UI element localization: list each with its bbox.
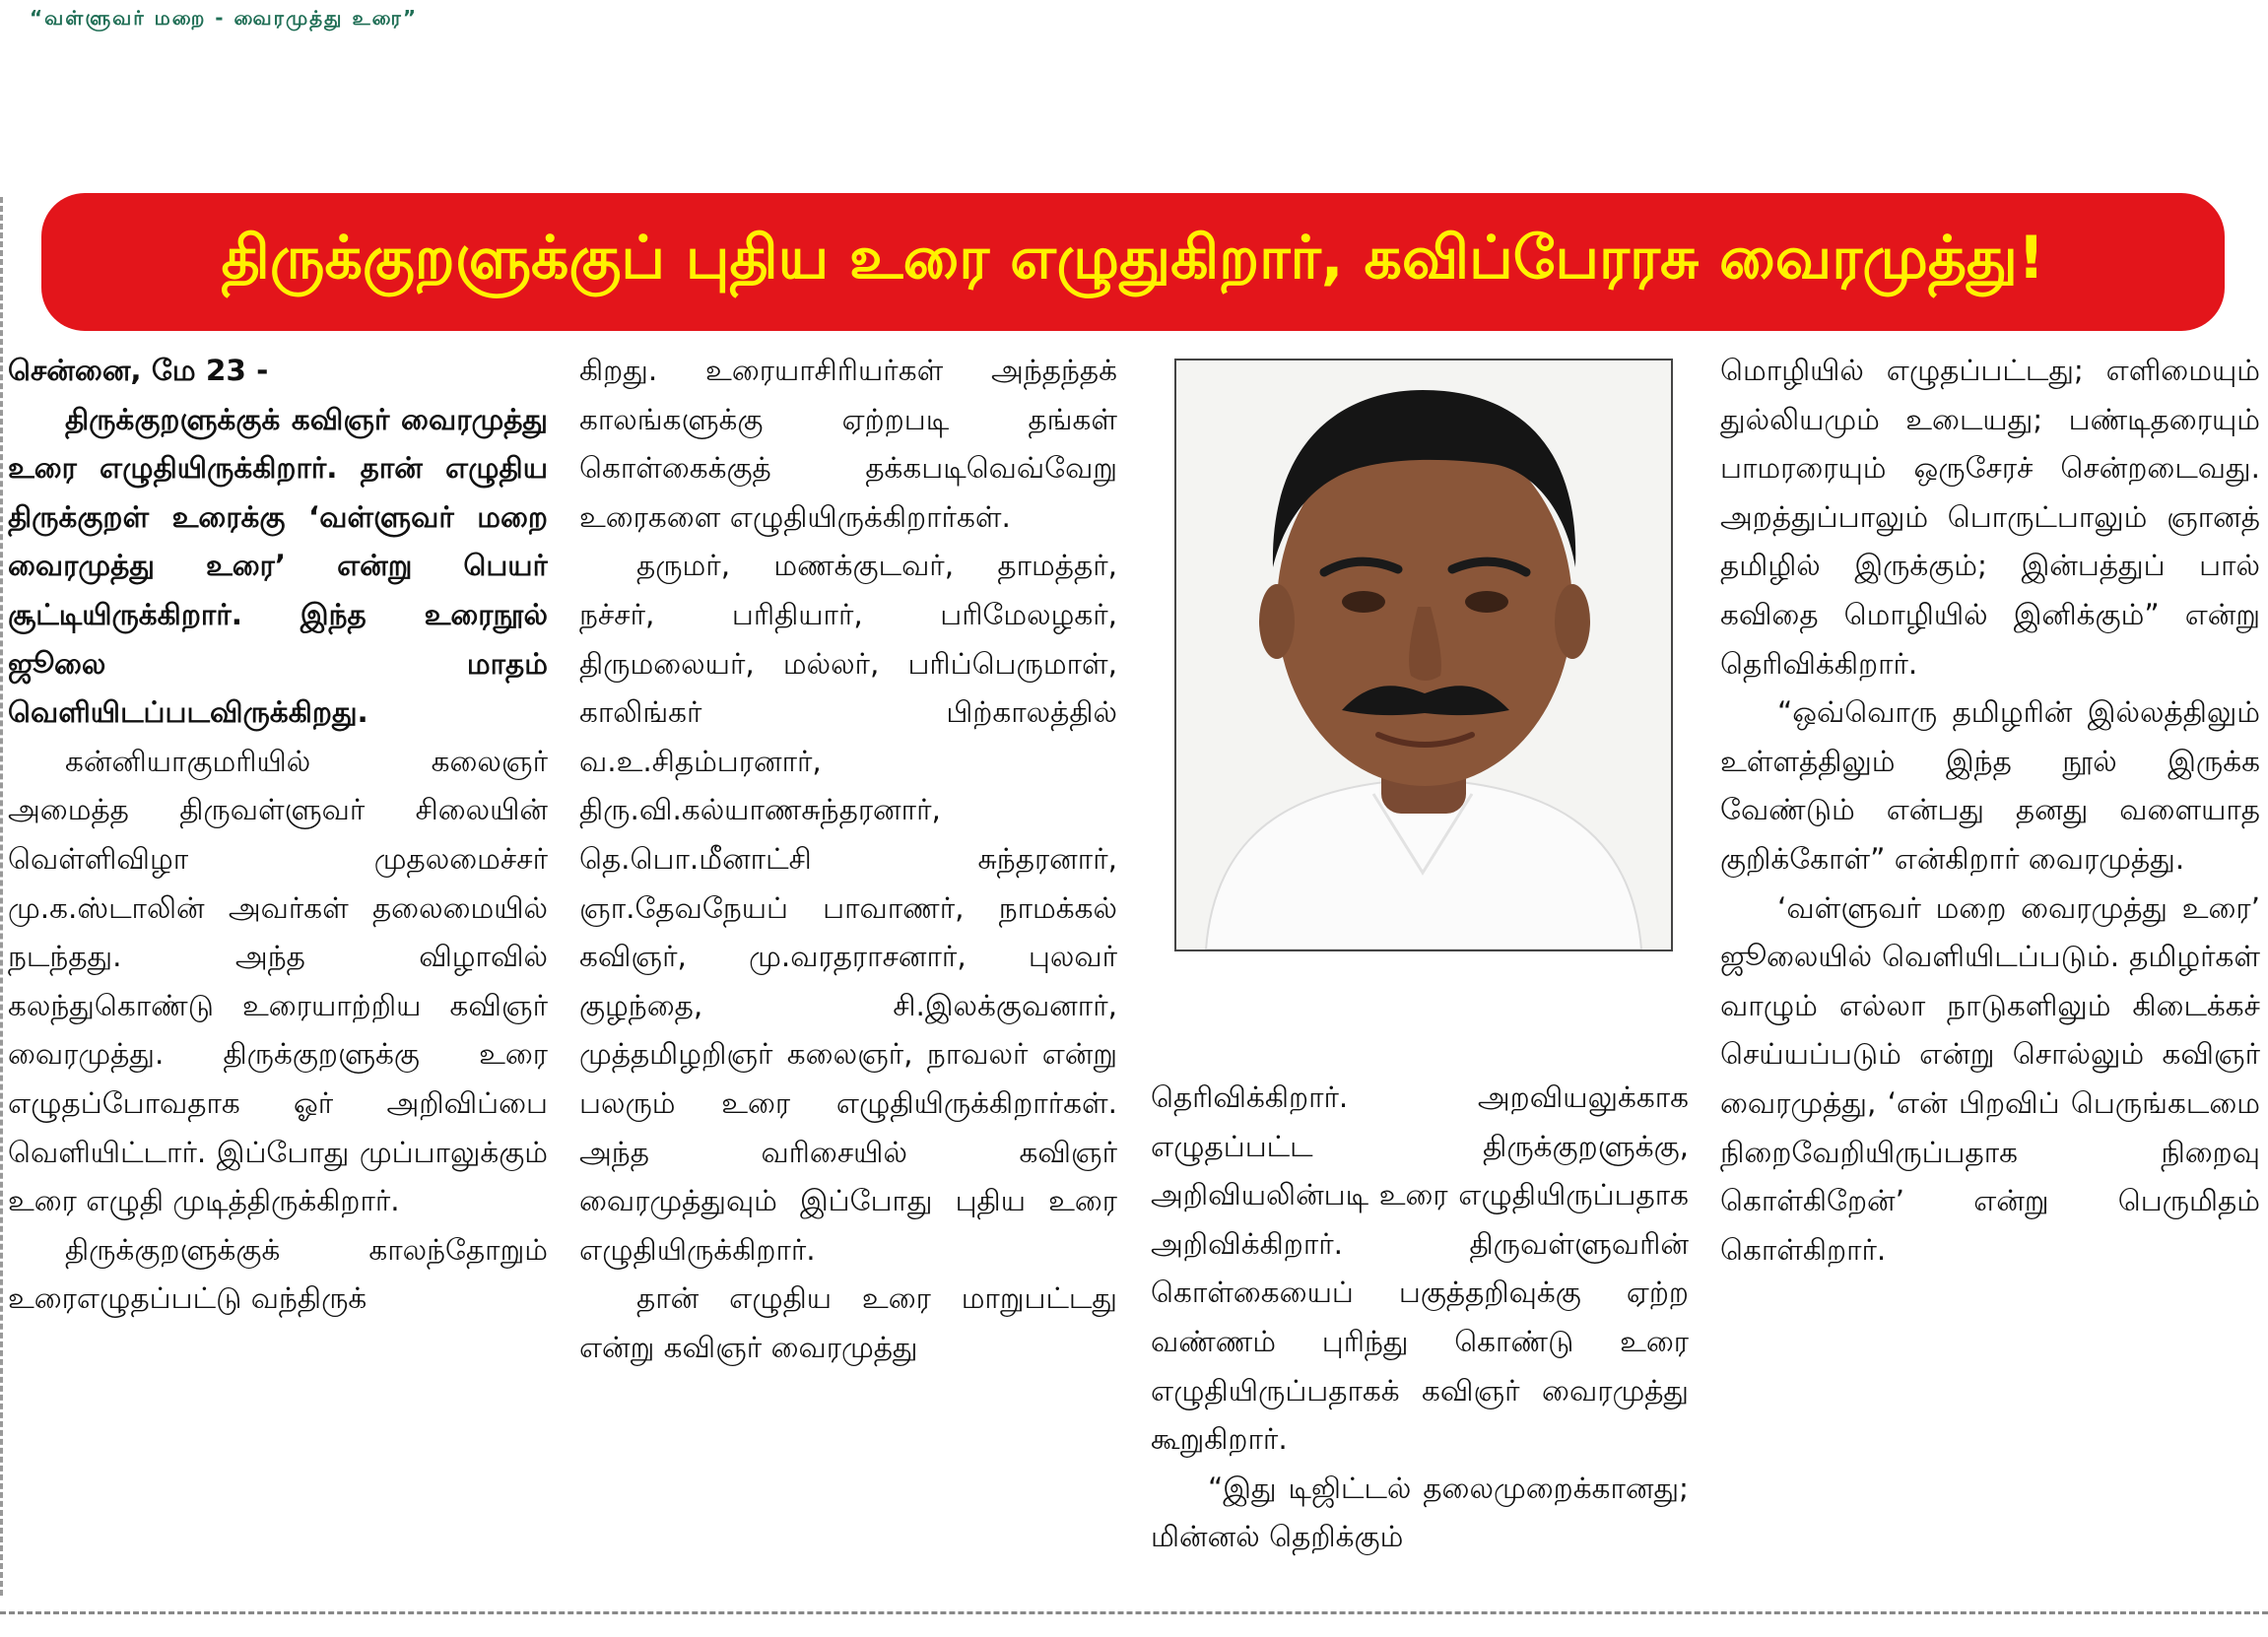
portrait-photo bbox=[1174, 359, 1673, 951]
paragraph-4-continued: தெரிவிக்கிறார். அறவியலுக்காக எழுதப்பட்ட திருக்குறளுக்கு, அறிவியலின்படி உரை எழுதியிருப்பதாக அறிவிக்கிறார். திருவள்ளுவரின் கொள்கையைப் பகுத்தறிவுக்கு ஏற்ற வண்ணம் புரிந்து கொண்டு உரை எழுதியிருப்பதாகக் கவிஞர் வைரமுத்து கூறுகிறார். bbox=[1151, 1080, 1689, 1457]
paragraph-6: “ஒவ்வொரு தமிழரின் இல்லத்திலும் உள்ளத்திலும் இந்த நூல் இருக்க வேண்டும் என்பது தனது வளையாத குறிக்கோள்” என்கிறார் வைரமுத்து. bbox=[1720, 695, 2260, 876]
paragraph-2-continued: கிறது. உரையாசிரியர்கள் அந்தந்தக் காலங்களுக்கு ஏற்றபடி தங்கள் கொள்கைக்குத் தக்கபடிவெவ்வேறு உரைகளை எழுதியிருக்கிறார்கள். bbox=[579, 354, 1117, 534]
paragraph-1: கன்னியாகுமரியில் கலைஞர் அமைத்த திருவள்ளுவர் சிலையின் வெள்ளிவிழா முதலமைச்சர் மு.க.ஸ்டாலின் அவர்கள் தலைமையில் நடந்தது. அந்த விழாவில் கலந்துகொண்டு உரையாற்றிய கவிஞர் வைரமுத்து. திருக்குறளுக்கு உரை எழுதப்போவதாக ஓர் அறிவிப்பை வெளியிட்டார். இப்போது முப்பாலுக்கும் உரை எழுதி முடித்திருக்கிறார். bbox=[8, 744, 548, 1218]
article-column-2 bbox=[579, 347, 1117, 1596]
article-column-1 bbox=[8, 347, 548, 1596]
paragraph-2-start: திருக்குறளுக்குக் காலந்தோறும் உரைஎழுதப்பட்டு வந்திருக் bbox=[8, 1232, 548, 1316]
bottom-separator bbox=[0, 1611, 2268, 1614]
subhead-text: திருக்குறளுக்குப் புதிய உரை எழுதுகிறார், கவிப்பேரரசு வைரமுத்து! bbox=[221, 224, 2045, 293]
article-column-4 bbox=[1720, 347, 2260, 1596]
lead-paragraph: திருக்குறளுக்குக் கவிஞர் வைரமுத்து உரை எழுதியிருக்கிறார். தான் எழுதிய திருக்குறள் உரைக்கு ‘வள்ளுவர் மறை வைரமுத்து உரை’ என்று பெயர் சூட்டியிருக்கிறார். இந்த உரைநூல் ஜூலை மாதம் வெளியிடப்படவிருக்கிறது. bbox=[8, 402, 548, 730]
article-column-3 bbox=[1151, 1074, 1689, 1596]
paragraph-4-start: தான் எழுதிய உரை மாறுபட்டது என்று கவிஞர் வைரமுத்து bbox=[579, 1281, 1117, 1364]
headline: “வள்ளுவர் மறை - வைரமுத்து உரை” bbox=[30, 6, 419, 30]
paragraph-3: தருமர், மணக்குடவர், தாமத்தர், நச்சர், பரிதியார், பரிமேலழகர், திருமலையர், மல்லர், பரிப்பெருமாள், காலிங்கர் பிற்காலத்தில் வ.உ.சிதம்பரனார், திரு.வி.கல்யாணசுந்தரனார், தெ.பொ.மீனாட்சி சுந்தரனார், ஞா.தேவநேயப் பாவாணர், நாமக்கல் கவிஞர், மு.வரதராசனார், புலவர் குழந்தை, சி.இலக்குவனார், முத்தமிழறிஞர் கலைஞர், நாவலர் என்று பலரும் உரை எழுதியிருக்கிறார்கள். அந்த வரிசையில் கவிஞர் வைரமுத்துவும் இப்போது புதிய உரை எழுதியிருக்கிறார். bbox=[579, 549, 1117, 1267]
paragraph-7: ‘வள்ளுவர் மறை வைரமுத்து உரை’ ஜூலையில் வெளியிடப்படும். தமிழர்கள் வாழும் எல்லா நாடுகளிலும் கிடைக்கச் செய்யப்படும் என்று சொல்லும் கவிஞர் வைரமுத்து, ‘என் பிறவிப் பெருங்கடமை நிறைவேறியிருப்பதாக நிறைவு கொள்கிறேன்’ என்று பெருமிதம் கொள்கிறார். bbox=[1720, 890, 2260, 1267]
portrait-photo-icon bbox=[1176, 360, 1671, 949]
paragraph-5-start: “இது டிஜிட்டல் தலைமுறைக்கானது; மின்னல் தெறிக்கும் bbox=[1151, 1471, 1689, 1554]
paragraph-5-continued: மொழியில் எழுதப்பட்டது; எளிமையும் துல்லியமும் உடையது; பண்டிதரையும் பாமரரையும் ஒருசேரச் சென்றடைவது. அறத்துப்பாலும் பொருட்பாலும் ஞானத் தமிழில் இருக்கும்; இன்பத்துப் பால் கவிதை மொழியில் இனிக்கும்” என்று தெரிவிக்கிறார். bbox=[1720, 354, 2260, 681]
page-left-border bbox=[0, 197, 3, 1596]
dateline: சென்னை, மே 23 - bbox=[8, 354, 269, 387]
subhead-banner bbox=[41, 193, 2225, 331]
